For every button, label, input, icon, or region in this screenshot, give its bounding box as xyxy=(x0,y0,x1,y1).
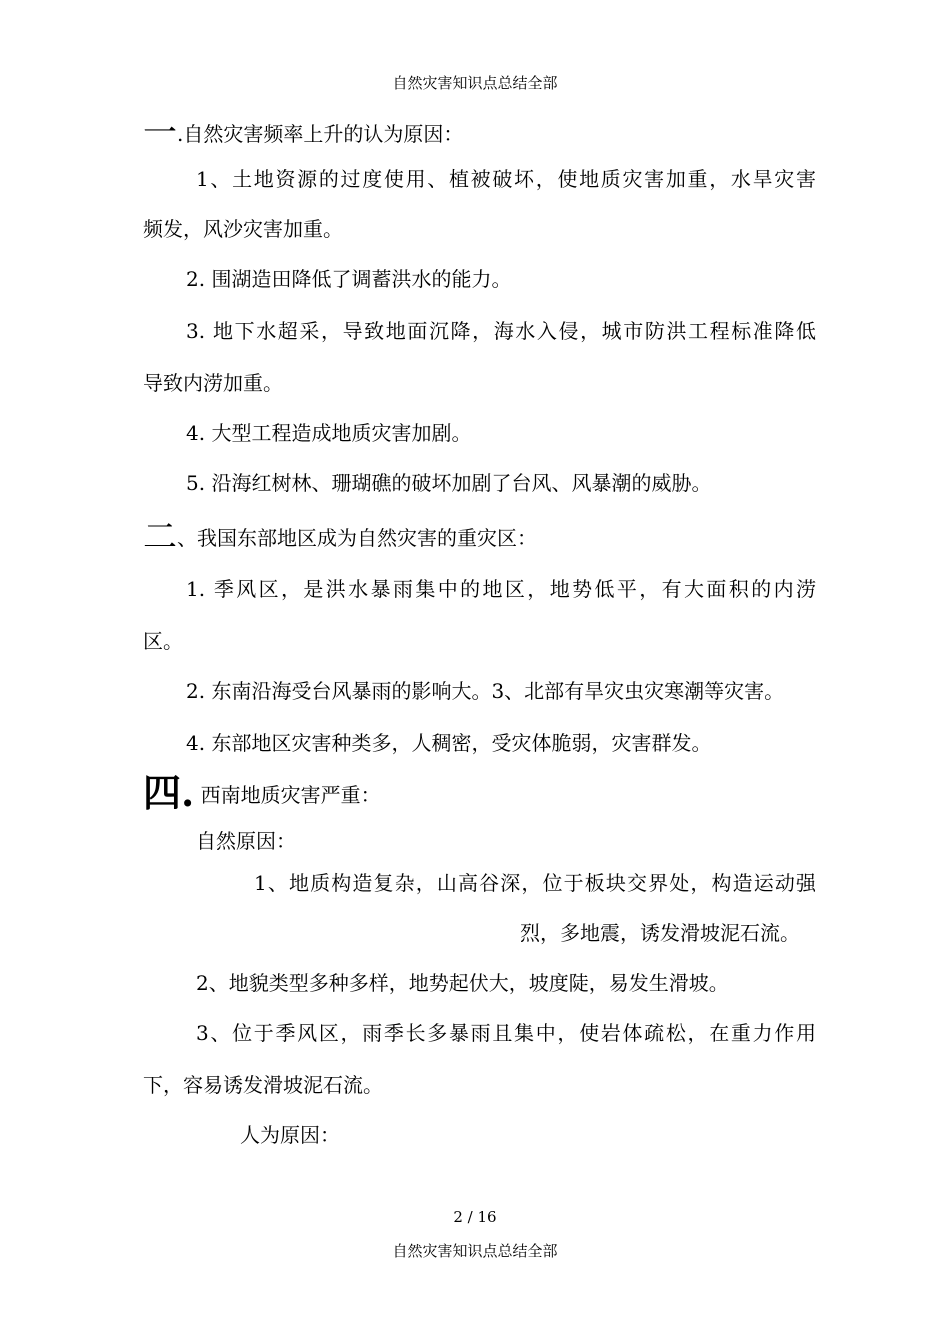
section-2-title: 、我国东部地区成为自然灾害的重灾区： xyxy=(177,526,537,550)
natural-cause-2: 2、地貌类型多种多样，地势起伏大，坡度陡，易发生滑坡。 xyxy=(196,971,729,995)
s1-paragraph-3-line-2: 导致内涝加重。 xyxy=(143,371,283,395)
section-2-marker: 二 xyxy=(143,517,177,557)
s1-paragraph-1-line-2: 频发，风沙灾害加重。 xyxy=(143,217,343,241)
page-footer: 自然灾害知识点总结全部 xyxy=(392,1242,558,1260)
section-4-marker: 四. xyxy=(143,770,195,815)
s1-paragraph-1-line-1: 1、土地资源的过度使用、植被破坏，使地质灾害加重，水旱灾害 xyxy=(196,167,816,191)
page-number: 2 / 16 xyxy=(453,1208,497,1226)
natural-causes-label: 自然原因： xyxy=(196,829,296,853)
page-header: 自然灾害知识点总结全部 xyxy=(392,74,558,92)
s2-paragraph-1-line-2: 区。 xyxy=(143,629,183,653)
s1-paragraph-2: 2. 围湖造田降低了调蓄洪水的能力。 xyxy=(186,267,512,291)
natural-cause-1-line-2: 烈，多地震，诱发滑坡泥石流。 xyxy=(520,921,800,945)
natural-cause-3-line-1: 3、位于季风区，雨季长多暴雨且集中，使岩体疏松，在重力作用 xyxy=(196,1021,816,1045)
s2-paragraph-3: 4. 东部地区灾害种类多，人稠密，受灾体脆弱，灾害群发。 xyxy=(186,731,712,755)
section-1-heading xyxy=(143,113,464,153)
section-4-heading xyxy=(143,770,381,815)
section-4-title: 西南地质灾害严重： xyxy=(194,783,381,807)
s2-paragraph-2: 2. 东南沿海受台风暴雨的影响大。3、北部有旱灾虫灾寒潮等灾害。 xyxy=(186,679,785,703)
s1-paragraph-3-line-1: 3. 地下水超采，导致地面沉降，海水入侵，城市防洪工程标准降低 xyxy=(186,319,816,343)
natural-cause-1-line-1: 1、地质构造复杂，山高谷深，位于板块交界处，构造运动强 xyxy=(254,871,816,895)
section-1-title: .自然灾害频率上升的认为原因： xyxy=(177,122,464,146)
section-1-marker: 一 xyxy=(143,113,177,153)
s2-paragraph-1-line-1: 1. 季风区，是洪水暴雨集中的地区，地势低平，有大面积的内涝 xyxy=(186,577,816,601)
section-2-heading xyxy=(143,517,537,557)
natural-cause-3-line-2: 下，容易诱发滑坡泥石流。 xyxy=(143,1073,383,1097)
s1-paragraph-5: 5. 沿海红树林、珊瑚礁的破坏加剧了台风、风暴潮的威胁。 xyxy=(186,471,712,495)
human-causes-label: 人为原因： xyxy=(240,1123,340,1147)
s1-paragraph-4: 4. 大型工程造成地质灾害加剧。 xyxy=(186,421,472,445)
